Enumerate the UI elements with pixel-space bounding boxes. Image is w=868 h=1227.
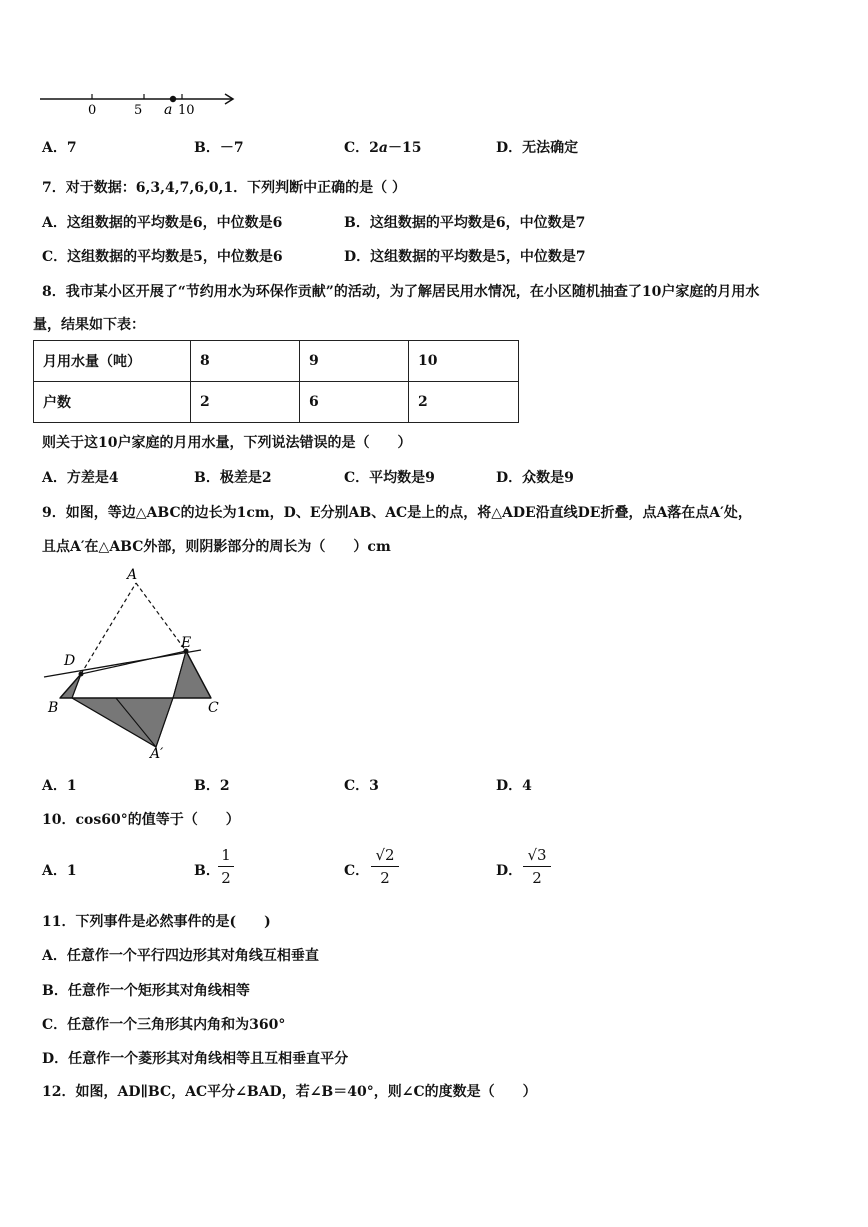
q11-stem: 11．下列事件是必然事件的是( ) (42, 914, 271, 930)
table-row (34, 382, 519, 423)
q7-stem: 7．对于数据：6,3,4,7,6,0,1．下列判断中正确的是（ ） (42, 180, 407, 196)
tick-label-0: 0 (88, 103, 97, 118)
q7-option-c: C．这组数据的平均数是5，中位数是6 (42, 249, 283, 265)
q11-option-b: B．任意作一个矩形其对角线相等 (42, 983, 250, 999)
q9-option-b: B．2 (194, 778, 230, 794)
q9-option-a: A．1 (42, 778, 77, 794)
q10-stem: 10．cos60°的值等于（ ） (42, 812, 240, 828)
figure-label-A: A (127, 567, 138, 583)
q8-option-b: B．极差是2 (194, 470, 272, 486)
fraction-bar (523, 866, 551, 867)
table-cell: 10 (409, 341, 519, 382)
table-cell: 户数 (34, 382, 191, 423)
q9-stem-line1: 9．如图，等边△ABC的边长为1cm，D、E分别AB、AC是上的点，将△ADE沿直线DE折叠，点A落在点A′处， (42, 505, 752, 521)
table-cell: 6 (300, 382, 409, 423)
q12-stem: 12．如图，AD∥BC，AC平分∠BAD，若∠B＝40°，则∠C的度数是（ ） (42, 1084, 537, 1100)
q6-option-b: B．－7 (194, 140, 244, 156)
q6-option-c-var: a (378, 140, 388, 156)
fraction-bar (218, 866, 234, 867)
fraction-numerator: √3 (527, 846, 547, 864)
figure-label-B: B (48, 700, 59, 716)
tick-label-5: 5 (134, 103, 143, 118)
table-cell: 2 (191, 382, 300, 423)
q10-option-b-label: B． (194, 863, 220, 879)
figure-label-D: D (64, 653, 76, 669)
q6-option-d: D．无法确定 (496, 140, 579, 156)
figure-label-A-prime: A′ (150, 746, 164, 762)
water-usage-table (33, 340, 519, 423)
q7-option-a: A．这组数据的平均数是6，中位数是6 (42, 215, 283, 231)
number-line-figure (36, 88, 246, 120)
q8-option-c: C．平均数是9 (344, 470, 435, 486)
q8-option-d: D．众数是9 (496, 470, 574, 486)
fraction-numerator: 1 (221, 846, 231, 864)
fraction-denominator: 2 (532, 869, 542, 887)
q6-option-a: A．7 (42, 140, 77, 156)
q10-option-c-label: C． (344, 863, 370, 879)
q10-option-c-fraction (371, 846, 399, 887)
fraction-bar (371, 866, 399, 867)
q6-option-c-prefix: C．2 (344, 140, 379, 156)
q8-stem-line2: 量，结果如下表： (33, 317, 145, 333)
q11-option-c: C．任意作一个三角形其内角和为360° (42, 1017, 286, 1033)
table-cell: 月用水量（吨） (34, 341, 191, 382)
q9-option-c: C．3 (344, 778, 379, 794)
fraction-numerator: √2 (375, 846, 395, 864)
q10-option-a: A．1 (42, 863, 77, 879)
q10-option-d-label: D． (496, 863, 523, 879)
q6-option-c (344, 137, 421, 157)
fraction-denominator: 2 (221, 869, 231, 887)
q11-option-a: A．任意作一个平行四边形其对角线互相垂直 (42, 948, 319, 964)
table-cell: 2 (409, 382, 519, 423)
q8-option-a: A．方差是4 (42, 470, 119, 486)
q8-stem-line1: 8．我市某小区开展了“节约用水为环保作贡献”的活动，为了解居民用水情况，在小区随机抽查了10户家庭的月用水 (42, 284, 760, 300)
table-cell: 8 (191, 341, 300, 382)
figure-label-C: C (208, 700, 219, 716)
table-cell: 9 (300, 341, 409, 382)
folded-triangle-figure (36, 565, 226, 765)
q7-option-b: B．这组数据的平均数是6，中位数是7 (344, 215, 586, 231)
fraction-denominator: 2 (380, 869, 390, 887)
q6-option-c-suffix: －15 (387, 140, 422, 156)
q10-option-d-fraction (523, 846, 551, 887)
tick-label-10: 10 (178, 103, 195, 118)
q9-stem-line2: 且点A′在△ABC外部，则阴影部分的周长为（ ）cm (42, 539, 391, 555)
q10-option-b-fraction (218, 846, 234, 887)
figure-label-E: E (181, 635, 192, 651)
table-row (34, 341, 519, 382)
q9-option-d: D．4 (496, 778, 532, 794)
q11-option-d: D．任意作一个菱形其对角线相等且互相垂直平分 (42, 1051, 349, 1067)
point-label-a: a (164, 102, 173, 118)
q8-question: 则关于这10户家庭的月用水量，下列说法错误的是（ ） (42, 435, 412, 451)
q7-option-d: D．这组数据的平均数是5，中位数是7 (344, 249, 586, 265)
